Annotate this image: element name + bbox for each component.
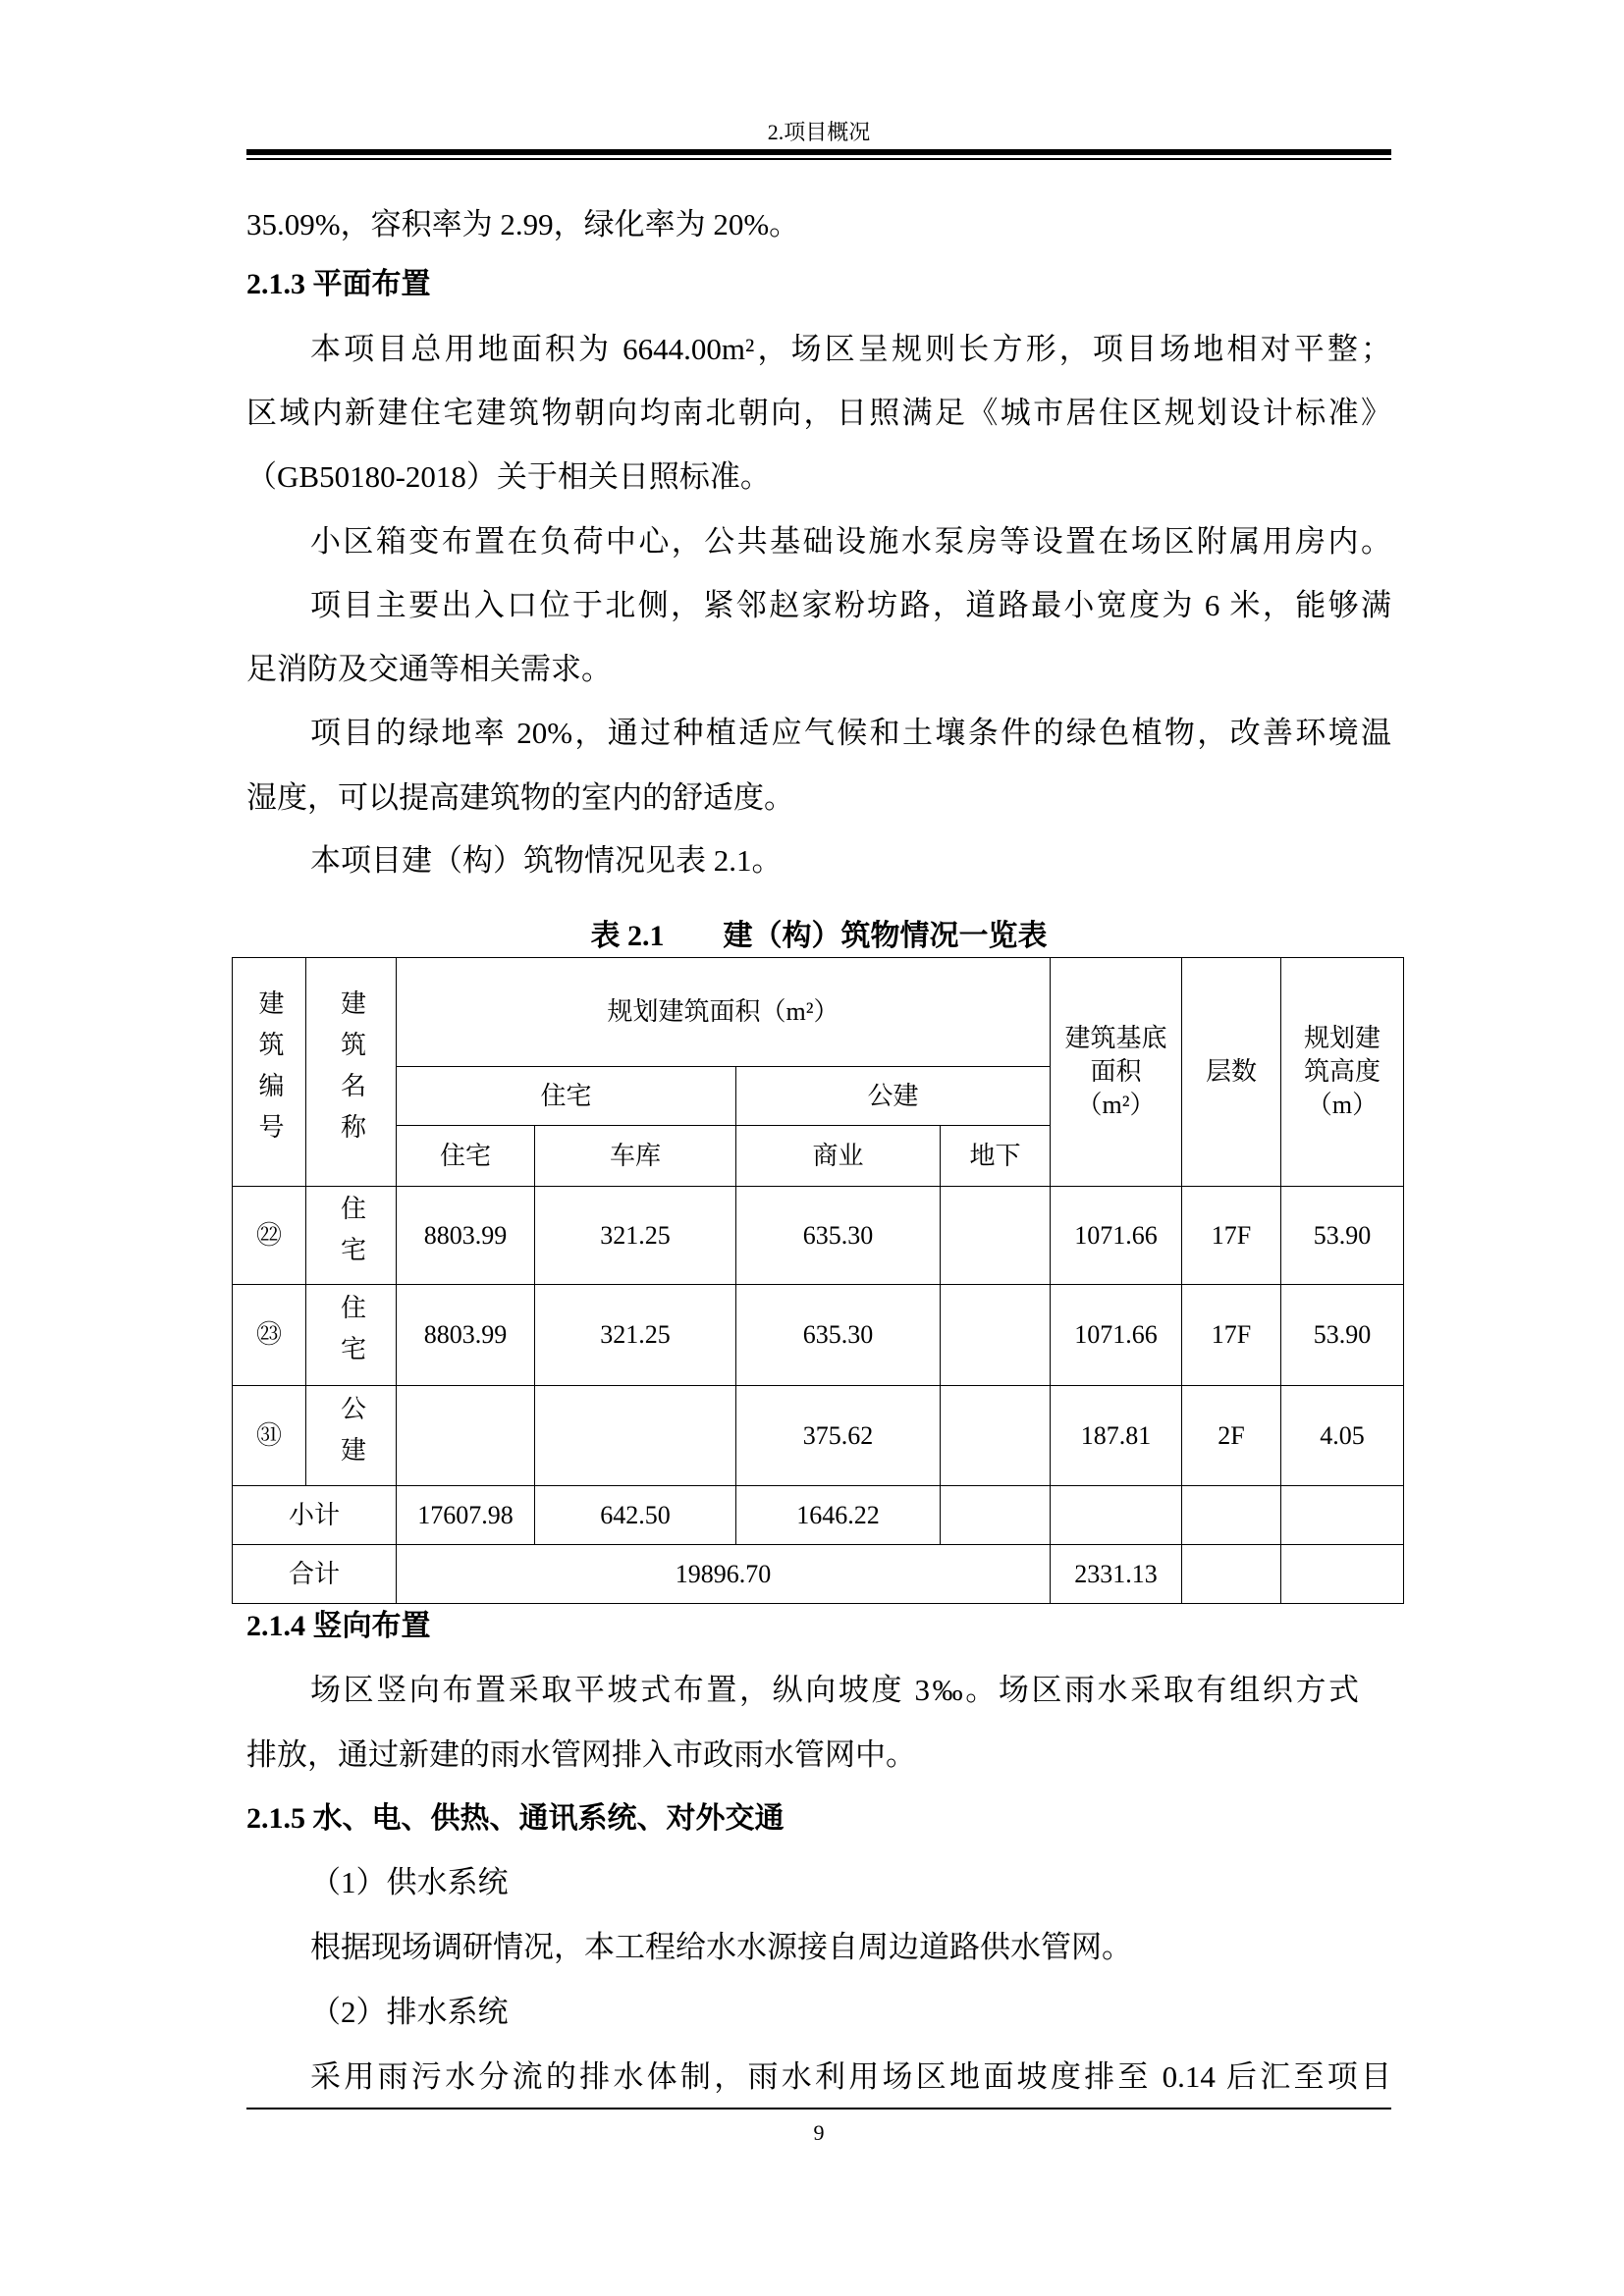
- cell-height: 4.05: [1281, 1386, 1404, 1486]
- paragraph-line: 项目主要出入口位于北侧，紧邻赵家粉坊路，道路最小宽度为 6 米，能够满: [310, 588, 1391, 622]
- cell-garage: 321.25: [535, 1285, 736, 1386]
- empty-cell: [1182, 1486, 1281, 1545]
- subtotal-res: 17607.98: [397, 1486, 535, 1545]
- cell-no: ㉒: [233, 1187, 306, 1285]
- paragraph-line: 足消防及交通等相关需求。: [246, 652, 612, 686]
- buildings-table: [232, 957, 1404, 1604]
- header-rule: [246, 149, 1391, 155]
- header-floors: 层数: [1182, 958, 1281, 1187]
- paragraph-line: 项目的绿地率 20%，通过种植适应气候和土壤条件的绿色植物，改善环境温: [310, 716, 1391, 750]
- cell-floors: 2F: [1182, 1386, 1281, 1486]
- subtotal-row: [233, 1486, 1404, 1545]
- header-building-no: 建筑编号: [233, 958, 306, 1187]
- footer-rule: [246, 2108, 1391, 2109]
- paragraph-line: 场区竖向布置采取平坡式布置，纵向坡度 3‰。场区雨水采取有组织方式: [310, 1673, 1359, 1707]
- cell-no: ㉛: [233, 1386, 306, 1486]
- paragraph-line: 排放，通过新建的雨水管网排入市政雨水管网中。: [246, 1737, 916, 1772]
- subtotal-label: 小计: [233, 1486, 397, 1545]
- cell-no: ㉓: [233, 1285, 306, 1386]
- cell-garage: [535, 1386, 736, 1486]
- cell-under: [941, 1386, 1051, 1486]
- cell-res: 8803.99: [397, 1187, 535, 1285]
- cell-garage: 321.25: [535, 1187, 736, 1285]
- section-heading-2-1-3: 2.1.3 平面布置: [246, 268, 431, 300]
- paragraph-line: 采用雨污水分流的排水体制，雨水利用场区地面坡度排至 0.14 后汇至项目: [310, 2059, 1391, 2094]
- subtotal-comm: 1646.22: [736, 1486, 941, 1545]
- total-area: 19896.70: [397, 1545, 1051, 1604]
- cell-res: [397, 1386, 535, 1486]
- table-row: [233, 1386, 1404, 1486]
- empty-cell: [1281, 1486, 1404, 1545]
- paragraph-line: 本项目建（构）筑物情况见表 2.1。: [310, 843, 783, 878]
- cell-base: 1071.66: [1051, 1285, 1182, 1386]
- cell-comm: 375.62: [736, 1386, 941, 1486]
- running-header: 2.项目概况: [767, 120, 871, 144]
- paragraph-line: 35.09%，容积率为 2.99，绿化率为 20%。: [246, 207, 800, 241]
- cell-name: 住宅: [306, 1285, 397, 1386]
- cell-floors: 17F: [1182, 1187, 1281, 1285]
- cell-under: [941, 1187, 1051, 1285]
- header-garage: 车库: [535, 1126, 736, 1187]
- empty-cell: [1051, 1486, 1182, 1545]
- header-rule-thin: [246, 158, 1391, 160]
- header-residential-sub: 住宅: [397, 1126, 535, 1187]
- cell-floors: 17F: [1182, 1285, 1281, 1386]
- paragraph-line: （GB50180-2018）关于相关日照标准。: [246, 459, 771, 494]
- paragraph-line: 本项目总用地面积为 6644.00m²，场区呈规则长方形，项目场地相对平整；: [310, 332, 1391, 366]
- cell-comm: 635.30: [736, 1187, 941, 1285]
- cell-base: 1071.66: [1051, 1187, 1182, 1285]
- total-label: 合计: [233, 1545, 397, 1604]
- total-row: [233, 1545, 1404, 1604]
- cell-res: 8803.99: [397, 1285, 535, 1386]
- paragraph-line: 根据现场调研情况，本工程给水水源接自周边道路供水管网。: [310, 1930, 1132, 1964]
- cell-height: 53.90: [1281, 1187, 1404, 1285]
- header-commercial: 商业: [736, 1126, 941, 1187]
- table-title: 表 2.1 建（构）筑物情况一览表: [590, 920, 1048, 952]
- cell-height: 53.90: [1281, 1285, 1404, 1386]
- cell-name: 住宅: [306, 1187, 397, 1285]
- header-building-name: 建筑名称: [306, 958, 397, 1187]
- header-public: 公建: [736, 1067, 1051, 1126]
- subsection-drainage: （2）排水系统: [310, 1995, 509, 2029]
- empty-cell: [941, 1486, 1051, 1545]
- cell-comm: 635.30: [736, 1285, 941, 1386]
- header-planned-area: 规划建筑面积（m²）: [397, 958, 1051, 1067]
- header-base-area: 建筑基底面积（m²）: [1051, 958, 1182, 1187]
- section-heading-2-1-4: 2.1.4 竖向布置: [246, 1610, 431, 1642]
- header-height: 规划建筑高度（m）: [1281, 958, 1404, 1187]
- table-row: [233, 1187, 1404, 1285]
- cell-base: 187.81: [1051, 1386, 1182, 1486]
- table-row: [233, 1285, 1404, 1386]
- paragraph-line: 湿度，可以提高建筑物的室内的舒适度。: [246, 780, 794, 815]
- paragraph-line: 小区箱变布置在负荷中心，公共基础设施水泵房等设置在场区附属用房内。: [310, 524, 1391, 559]
- header-residential: 住宅: [397, 1067, 736, 1126]
- subtotal-garage: 642.50: [535, 1486, 736, 1545]
- cell-name: 公建: [306, 1386, 397, 1486]
- empty-cell: [1182, 1545, 1281, 1604]
- total-base: 2331.13: [1051, 1545, 1182, 1604]
- subsection-water-supply: （1）供水系统: [310, 1865, 509, 1899]
- empty-cell: [1281, 1545, 1404, 1604]
- paragraph-line: 区域内新建住宅建筑物朝向均南北朝向，日照满足《城市居住区规划设计标准》: [246, 396, 1391, 430]
- page-number: 9: [813, 2120, 825, 2145]
- cell-under: [941, 1285, 1051, 1386]
- header-underground: 地下: [941, 1126, 1051, 1187]
- section-heading-2-1-5: 2.1.5 水、电、供热、通讯系统、对外交通: [246, 1802, 785, 1835]
